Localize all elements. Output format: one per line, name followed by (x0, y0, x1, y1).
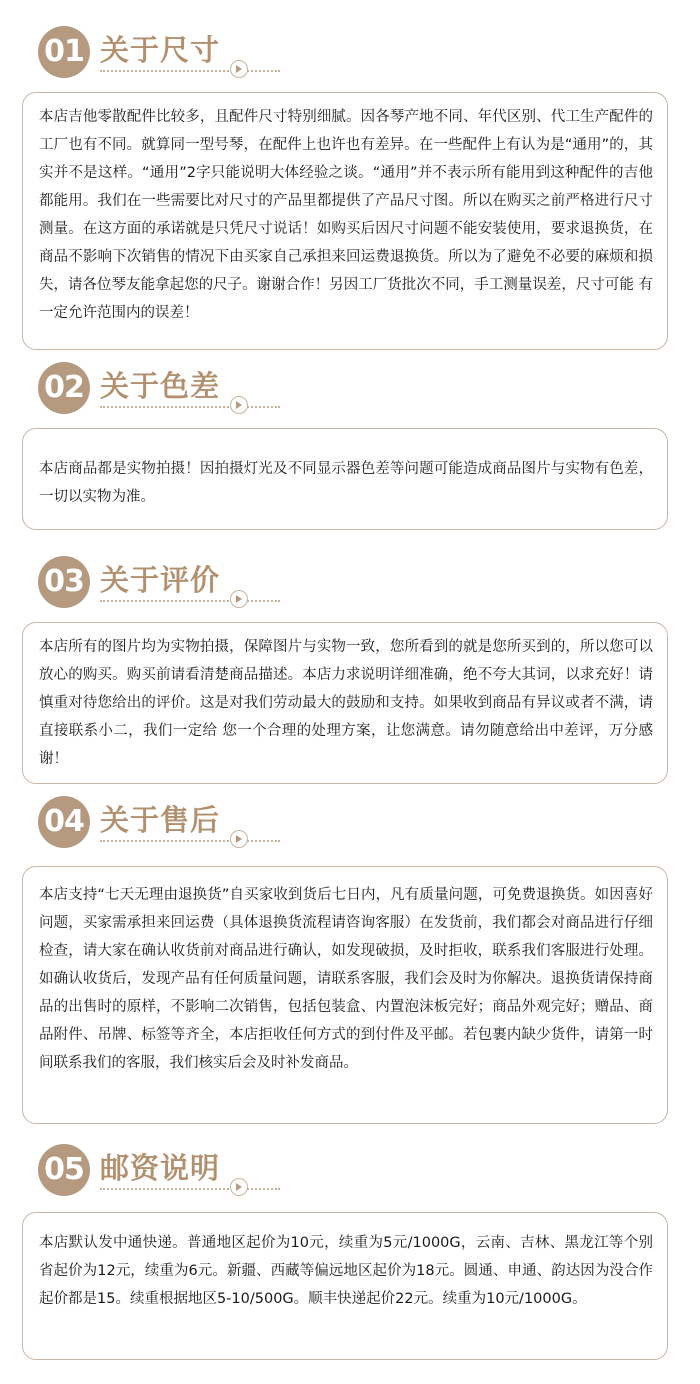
section-title: 关于尺寸 (100, 33, 221, 67)
section-header (38, 796, 678, 852)
section-header (38, 556, 678, 612)
section-text: 本店默认发中通快递。普通地区起价为10元，续重为5元/1000G，云南、吉林、黑龙江等个别省起价为12元，续重为6元。新疆、西藏等偏远地区起价为18元。圆通、申通、韵达因为没合作起价都是15。续重根据地区5-10/500G。顺丰快递起价22元。续重为10元/1000G。 (39, 1235, 653, 1307)
arrow-right-icon (230, 1178, 248, 1196)
section-content-box (22, 622, 668, 784)
section-text: 本店商品都是实物拍摄！因拍摄灯光及不同显示器色差等问题可能造成商品图片与实物有色差，一切以实物为准。 (39, 461, 653, 505)
arrow-right-icon (230, 60, 248, 78)
section-content-box (22, 92, 668, 350)
dotted-divider (100, 1188, 280, 1190)
arrow-right-icon (230, 396, 248, 414)
section-title: 邮资说明 (100, 1151, 221, 1185)
dotted-divider (100, 406, 280, 408)
section-content-box (22, 428, 668, 530)
arrow-right-icon (230, 590, 248, 608)
section-header (38, 26, 678, 82)
dotted-divider (100, 840, 280, 842)
section-title: 关于色差 (100, 369, 221, 403)
section-content-box (22, 866, 668, 1124)
section-title: 关于售后 (100, 803, 221, 837)
dotted-divider (100, 70, 280, 72)
section-number-badge: 04 (38, 796, 90, 848)
section-number-badge: 03 (38, 556, 90, 608)
section-header (38, 1144, 678, 1200)
section-number-badge: 01 (38, 26, 90, 78)
section-text: 本店支持“七天无理由退换货”自买家收到货后七日内，凡有质量问题，可免费退换货。如因喜好问题，买家需承担来回运费（具体退换货流程请咨询客服）在发货前，我们都会对商品进行仔细检查，请大家在确认收货前对商品进行确认，如发现破损，及时拒收，联系我们客服进行处理。如确认收货后，发现产品有任何质量问题，请联系客服，我们会及时为你解决。退换货请保持商品的出售时的原样，不影响二次销售，包括包装盒、内置泡沫板完好；商品外观完好；赠品、商品附件、吊牌、标签等齐全，本店拒收任何方式的到付件及平邮。若包裹内缺少货件，请第一时间联系我们的客服，我们核实后会及时补发商品。 (39, 887, 653, 1071)
arrow-right-icon (230, 830, 248, 848)
dotted-divider (100, 600, 280, 602)
section-header (38, 362, 678, 418)
section-title: 关于评价 (100, 563, 221, 597)
section-content-box (22, 1212, 668, 1360)
section-number-badge: 05 (38, 1144, 90, 1196)
section-number-badge: 02 (38, 362, 90, 414)
section-text: 本店所有的图片均为实物拍摄，保障图片与实物一致，您所看到的就是您所买到的，所以您可以放心的购买。购买前请看清楚商品描述。本店力求说明详细准确，绝不夸大其词，以求充好！请慎重对待您给出的评价。这是对我们劳动最大的鼓励和支持。如果收到商品有异议或者不满，请直接联系小二，我们一定给 您一个合理的处理方案，让您满意。请勿随意给出中差评，万分感谢！ (39, 639, 653, 767)
section-text: 本店吉他零散配件比较多，且配件尺寸特别细腻。因各琴产地不同、年代区别、代工生产配件的工厂也有不同。就算同一型号琴，在配件上也许也有差异。在一些配件上有认为是“通用”的，其实并不是这样。“通用”2字只能说明大体经验之谈。“通用”并不表示所有能用到这种配件的吉他都能用。我们在一些需要比对尺寸的产品里都提供了产品尺寸图。所以在购买之前严格进行尺寸测量。在这方面的承诺就是只凭尺寸说话！如购买后因尺寸问题不能安装使用，要求退换货，在商品不影响下次销售的情况下由买家自己承担来回运费退换货。所以为了避免不必要的麻烦和损失，请各位琴友能拿起您的尺子。谢谢合作！另因工厂货批次不同，手工测量误差，尺寸可能 有一定允许范围内的误差！ (39, 109, 653, 321)
